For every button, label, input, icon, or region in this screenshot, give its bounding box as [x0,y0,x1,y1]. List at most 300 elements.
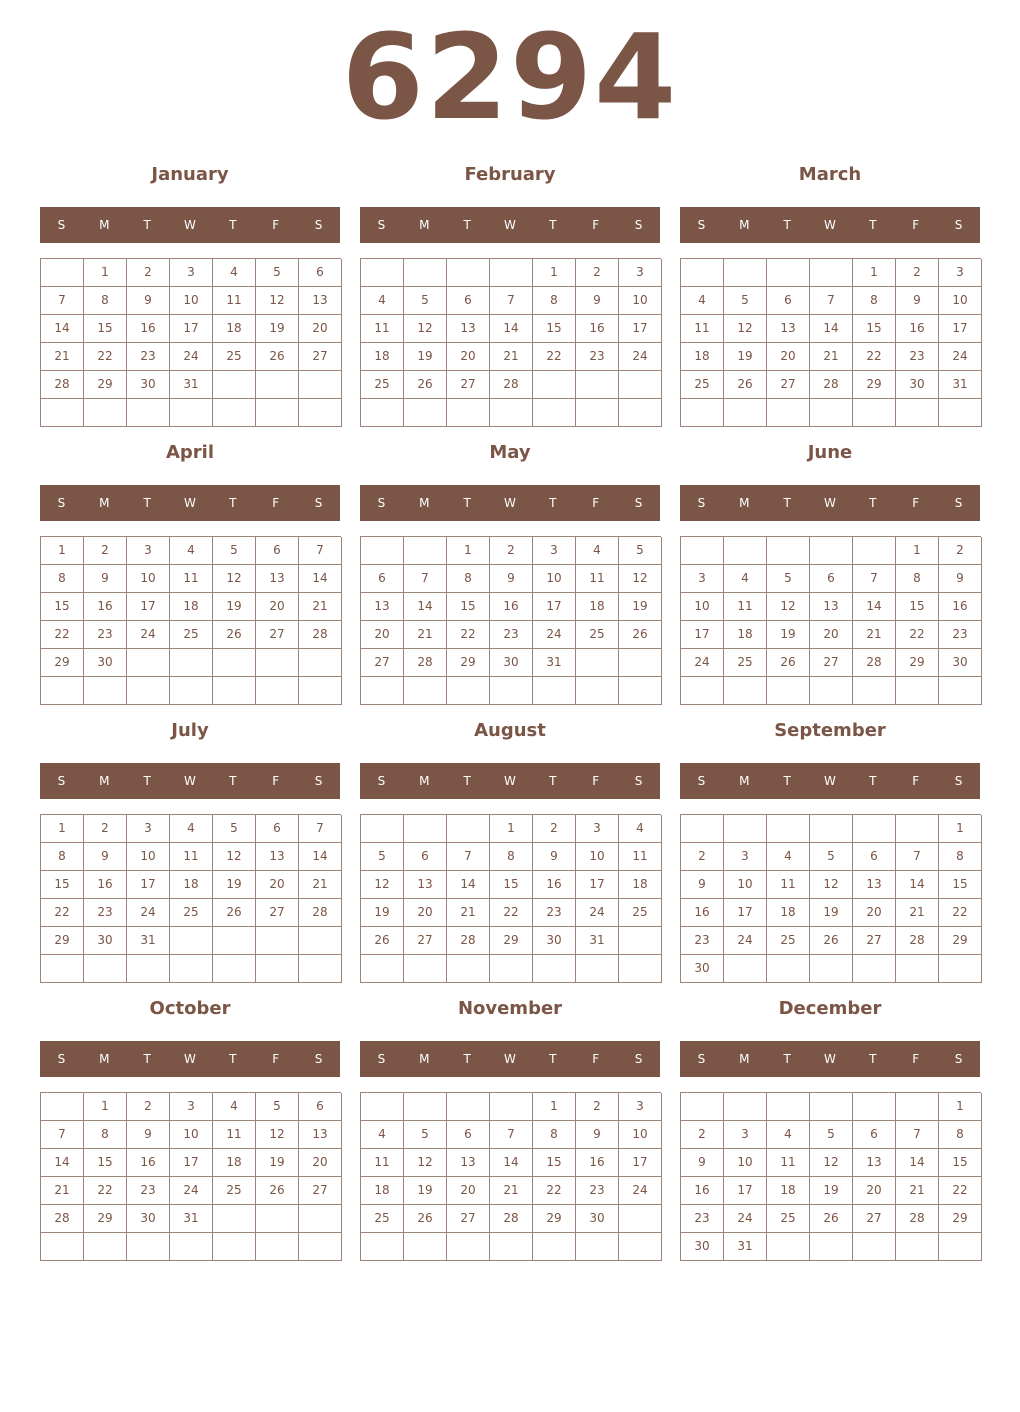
day-cell [404,1233,447,1261]
day-cell: 27 [256,621,299,649]
day-cell [533,371,576,399]
day-cell: 15 [939,1149,982,1177]
day-cell: 16 [127,315,170,343]
day-cell [810,677,853,705]
day-cell: 22 [84,343,127,371]
day-cell: 3 [939,259,982,287]
day-cell [170,677,213,705]
weekday-header: T [229,1052,237,1066]
day-cell: 18 [213,315,256,343]
day-cell: 25 [767,1205,810,1233]
day-cell: 8 [447,565,490,593]
day-cell [810,1093,853,1121]
day-cell: 3 [127,815,170,843]
weekday-header: T [463,496,471,510]
day-cell [361,1233,404,1261]
day-cell: 25 [213,343,256,371]
day-cell: 13 [404,871,447,899]
day-cell: 11 [170,843,213,871]
day-cell: 11 [576,565,619,593]
year-title: 6294 [341,8,679,146]
day-cell: 8 [939,1121,982,1149]
day-cell: 9 [681,1149,724,1177]
day-cell: 22 [41,899,84,927]
weekday-header-bar [680,207,980,243]
day-cell: 6 [404,843,447,871]
weekday-header: F [912,1052,920,1066]
weekday-header: T [869,218,877,232]
month-name: December [778,998,882,1019]
day-cell [619,955,662,983]
day-cell [299,677,342,705]
day-cell [939,1233,982,1261]
day-cell [724,955,767,983]
day-cell [767,537,810,565]
day-cell: 1 [896,537,939,565]
weekday-header-bar [40,763,340,799]
weekday-header-bar [680,763,980,799]
day-cell: 7 [896,843,939,871]
day-cell [213,399,256,427]
day-cell: 29 [84,371,127,399]
day-cell: 6 [447,1121,490,1149]
weekday-header: T [783,774,791,788]
day-cell [681,399,724,427]
weekday-header-bar [40,485,340,521]
day-cell: 12 [256,1121,299,1149]
day-cell [84,1233,127,1261]
day-cell: 27 [256,899,299,927]
day-cell [170,927,213,955]
day-cell: 16 [490,593,533,621]
day-cell: 3 [170,259,213,287]
day-cell: 2 [533,815,576,843]
day-cell: 18 [767,1177,810,1205]
day-cell: 24 [576,899,619,927]
weekday-header: F [272,218,280,232]
day-cell: 14 [299,565,342,593]
day-cell: 6 [361,565,404,593]
day-cell [619,1233,662,1261]
day-cell [41,1093,84,1121]
day-cell [619,399,662,427]
day-cell: 20 [447,343,490,371]
day-cell [853,537,896,565]
day-grid [40,258,341,427]
day-cell: 23 [896,343,939,371]
day-cell: 11 [170,565,213,593]
day-cell: 5 [767,565,810,593]
weekday-header: M [419,1052,430,1066]
day-cell [619,927,662,955]
day-cell [41,677,84,705]
day-cell: 30 [490,649,533,677]
day-cell: 18 [170,593,213,621]
day-cell: 25 [170,899,213,927]
month-name: May [489,442,531,463]
day-cell: 4 [576,537,619,565]
day-cell: 12 [724,315,767,343]
day-cell: 2 [84,815,127,843]
day-cell: 30 [533,927,576,955]
weekday-header: S [954,774,963,788]
month-name: August [474,720,546,741]
day-cell: 17 [127,593,170,621]
weekday-header: T [229,774,237,788]
day-cell: 13 [256,565,299,593]
day-cell: 19 [213,593,256,621]
day-cell: 30 [84,927,127,955]
day-cell: 19 [404,1177,447,1205]
weekday-header: S [954,1052,963,1066]
day-cell: 13 [447,315,490,343]
day-cell: 1 [853,259,896,287]
day-grid [680,1092,981,1261]
weekday-header: S [634,1052,643,1066]
day-cell: 6 [299,259,342,287]
day-cell: 6 [447,287,490,315]
day-cell [490,259,533,287]
day-cell [213,1205,256,1233]
day-cell: 6 [256,815,299,843]
weekday-header: S [954,496,963,510]
weekday-header-bar [360,763,660,799]
day-cell [896,677,939,705]
day-cell: 29 [533,1205,576,1233]
weekday-header-bar [360,485,660,521]
day-cell: 17 [127,871,170,899]
weekday-header: S [697,1052,706,1066]
day-cell: 27 [299,1177,342,1205]
day-cell: 25 [724,649,767,677]
weekday-header: W [184,496,196,510]
day-cell [853,677,896,705]
day-cell: 17 [619,315,662,343]
day-cell: 7 [810,287,853,315]
weekday-header: M [99,1052,110,1066]
day-cell [896,1093,939,1121]
day-cell: 19 [619,593,662,621]
day-cell: 20 [853,899,896,927]
day-cell: 16 [681,1177,724,1205]
day-grid [680,258,981,427]
weekday-header-bar [680,1041,980,1077]
day-cell [619,649,662,677]
day-cell: 27 [299,343,342,371]
weekday-header: W [184,774,196,788]
day-cell: 24 [127,621,170,649]
day-cell: 24 [724,927,767,955]
day-cell: 27 [361,649,404,677]
day-cell [256,399,299,427]
day-cell: 22 [939,1177,982,1205]
day-cell [213,955,256,983]
day-cell: 21 [853,621,896,649]
weekday-header: T [229,218,237,232]
day-grid [40,814,341,983]
day-cell [619,1205,662,1233]
day-cell: 22 [896,621,939,649]
day-cell [447,1093,490,1121]
month-name: July [171,720,209,741]
day-cell [256,677,299,705]
day-cell: 26 [619,621,662,649]
weekday-header: F [592,1052,600,1066]
day-cell: 17 [170,1149,213,1177]
day-cell: 26 [361,927,404,955]
day-cell: 9 [939,565,982,593]
day-cell: 3 [724,1121,767,1149]
day-cell: 12 [361,871,404,899]
day-cell: 14 [404,593,447,621]
day-cell: 15 [853,315,896,343]
day-cell: 1 [41,815,84,843]
weekday-header: T [549,774,557,788]
day-cell: 16 [576,1149,619,1177]
day-cell: 8 [853,287,896,315]
day-cell: 17 [939,315,982,343]
weekday-header: S [377,1052,386,1066]
day-cell [490,1093,533,1121]
day-grid [40,1092,341,1261]
day-cell [41,399,84,427]
day-cell: 13 [853,1149,896,1177]
day-cell [404,815,447,843]
day-cell: 20 [404,899,447,927]
day-cell: 21 [299,593,342,621]
day-cell: 18 [361,1177,404,1205]
weekday-header: M [99,774,110,788]
day-cell [404,1093,447,1121]
day-cell: 21 [896,899,939,927]
day-cell: 23 [84,899,127,927]
day-cell: 10 [170,287,213,315]
day-cell: 8 [533,1121,576,1149]
weekday-header: F [912,774,920,788]
day-cell: 10 [939,287,982,315]
day-cell [533,1233,576,1261]
day-cell: 2 [681,1121,724,1149]
day-cell: 2 [896,259,939,287]
day-cell: 1 [490,815,533,843]
day-cell: 24 [170,1177,213,1205]
day-cell [299,649,342,677]
day-cell: 29 [84,1205,127,1233]
day-cell [213,927,256,955]
day-cell: 11 [213,1121,256,1149]
day-cell: 31 [170,371,213,399]
weekday-header: W [824,1052,836,1066]
day-cell [127,677,170,705]
day-cell: 26 [810,1205,853,1233]
weekday-header: W [184,1052,196,1066]
day-cell: 18 [361,343,404,371]
day-cell: 11 [724,593,767,621]
day-cell: 10 [619,1121,662,1149]
day-cell: 28 [490,371,533,399]
day-cell: 19 [256,1149,299,1177]
day-cell: 10 [681,593,724,621]
day-cell: 24 [619,1177,662,1205]
day-cell: 5 [404,1121,447,1149]
day-cell [767,1233,810,1261]
day-cell: 14 [810,315,853,343]
day-cell [767,259,810,287]
weekday-header: S [314,218,323,232]
month-name: September [774,720,886,741]
day-cell: 29 [41,927,84,955]
day-cell [724,259,767,287]
day-cell [256,927,299,955]
day-cell [299,371,342,399]
day-cell [767,955,810,983]
day-cell: 12 [404,315,447,343]
day-cell: 5 [724,287,767,315]
day-cell: 15 [41,871,84,899]
day-cell: 7 [41,287,84,315]
day-cell: 18 [576,593,619,621]
day-cell [853,399,896,427]
day-cell: 21 [490,1177,533,1205]
day-cell: 5 [256,259,299,287]
day-cell [170,955,213,983]
day-cell: 29 [939,927,982,955]
day-cell [724,1093,767,1121]
day-cell: 31 [724,1233,767,1261]
day-cell: 16 [939,593,982,621]
weekday-header: S [377,496,386,510]
day-cell: 20 [256,593,299,621]
day-cell: 1 [939,815,982,843]
day-cell: 9 [127,287,170,315]
day-cell: 16 [84,593,127,621]
day-cell: 17 [619,1149,662,1177]
day-cell: 27 [447,371,490,399]
day-cell: 12 [619,565,662,593]
day-cell: 23 [939,621,982,649]
day-cell: 16 [681,899,724,927]
day-cell [576,371,619,399]
day-cell: 28 [299,899,342,927]
day-cell: 6 [810,565,853,593]
weekday-header: W [504,774,516,788]
day-cell: 1 [447,537,490,565]
day-cell: 3 [576,815,619,843]
day-cell: 1 [84,259,127,287]
day-cell [576,677,619,705]
day-cell: 12 [810,871,853,899]
day-cell: 3 [681,565,724,593]
day-cell [939,399,982,427]
day-cell [404,399,447,427]
weekday-header: S [954,218,963,232]
month-name: March [798,164,862,185]
weekday-header: W [504,218,516,232]
day-cell: 13 [853,871,896,899]
weekday-header: T [463,1052,471,1066]
day-cell [361,1093,404,1121]
day-cell [127,649,170,677]
day-cell: 30 [84,649,127,677]
weekday-header: W [184,218,196,232]
day-cell: 31 [170,1205,213,1233]
day-cell: 12 [810,1149,853,1177]
day-cell [810,399,853,427]
weekday-header: T [869,496,877,510]
day-cell [896,955,939,983]
day-cell [767,399,810,427]
day-cell: 24 [619,343,662,371]
day-cell [447,259,490,287]
day-cell: 2 [84,537,127,565]
day-cell [896,399,939,427]
day-cell: 8 [84,1121,127,1149]
weekday-header: M [99,218,110,232]
day-cell [576,649,619,677]
day-cell: 4 [170,537,213,565]
day-cell: 2 [939,537,982,565]
day-cell: 8 [939,843,982,871]
day-cell: 16 [84,871,127,899]
weekday-header: S [314,1052,323,1066]
day-cell: 2 [576,1093,619,1121]
day-cell [533,677,576,705]
weekday-header: M [419,218,430,232]
day-cell [490,399,533,427]
day-cell: 4 [170,815,213,843]
day-cell: 26 [404,371,447,399]
day-cell: 4 [619,815,662,843]
weekday-header: T [783,496,791,510]
weekday-header: T [463,774,471,788]
day-cell: 28 [810,371,853,399]
weekday-header: T [143,1052,151,1066]
day-cell: 24 [724,1205,767,1233]
day-cell: 21 [404,621,447,649]
day-cell: 10 [724,871,767,899]
day-cell: 24 [127,899,170,927]
day-cell: 23 [576,343,619,371]
day-cell: 14 [853,593,896,621]
weekday-header: T [143,218,151,232]
day-cell: 4 [767,1121,810,1149]
day-cell: 9 [576,287,619,315]
day-cell: 29 [447,649,490,677]
day-cell: 4 [361,287,404,315]
day-cell: 22 [853,343,896,371]
day-cell: 2 [490,537,533,565]
day-cell: 10 [724,1149,767,1177]
weekday-header: M [419,496,430,510]
day-cell: 21 [447,899,490,927]
day-cell: 10 [619,287,662,315]
day-cell: 20 [447,1177,490,1205]
day-cell [170,1233,213,1261]
day-cell: 27 [853,927,896,955]
day-cell: 11 [361,315,404,343]
day-cell: 26 [256,343,299,371]
day-cell: 25 [619,899,662,927]
day-cell: 18 [170,871,213,899]
day-cell: 7 [41,1121,84,1149]
weekday-header: S [314,774,323,788]
day-cell: 20 [299,1149,342,1177]
day-cell: 14 [41,315,84,343]
day-cell [939,955,982,983]
day-cell [681,1093,724,1121]
day-cell: 8 [896,565,939,593]
day-cell [213,371,256,399]
